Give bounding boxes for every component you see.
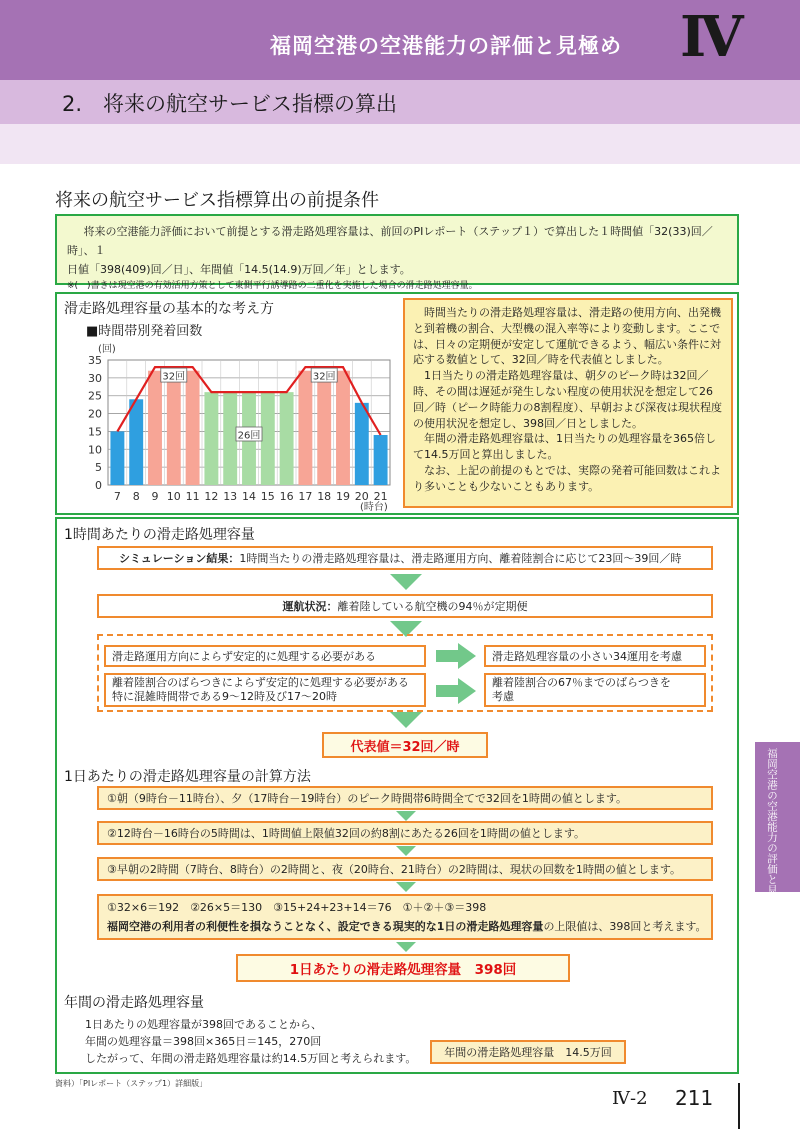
condition-2-left-line1: 離着陸割合のばらつきによらず安定的に処理する必要がある xyxy=(112,676,409,689)
simulation-result-box xyxy=(97,546,713,570)
premise-heading: 将来の航空サービス指標算出の前提条件 xyxy=(55,190,379,211)
condition-1-right: 滑走路処理容量の小さい34運用を考慮 xyxy=(484,645,706,667)
y-tick-label: 15 xyxy=(88,425,102,439)
condition-2-right-line2: 考慮 xyxy=(492,690,514,703)
annual-line-3: したがって、年間の滑走路処理容量は約14.5万回と考えられます。 xyxy=(85,1052,417,1065)
bar-15 xyxy=(261,392,275,485)
bar-11 xyxy=(186,371,200,485)
y-tick-label: 20 xyxy=(88,407,102,421)
annual-heading: 年間の滑走路処理容量 xyxy=(64,995,204,1011)
annual-line-1: 1日あたりの処理容量が398回であることから、 xyxy=(85,1018,322,1031)
daily-calculation: ①32×6＝192 ②26×5＝130 ③15+24+23+14＝76 ①＋②＋③＝398 xyxy=(107,901,487,914)
x-tick-label: 14 xyxy=(242,490,256,503)
annual-line-2: 年間の処理容量＝398回×365日＝145，270回 xyxy=(85,1035,322,1048)
daily-calculation-box xyxy=(97,894,713,940)
bar-7 xyxy=(110,431,124,485)
daily-conclusion-rest: の上限値は、398回と考えます。 xyxy=(543,920,707,933)
x-tick-label: 8 xyxy=(132,490,140,503)
arrow-down-icon xyxy=(390,574,422,590)
bar-21 xyxy=(374,435,388,485)
arrow-right-icon xyxy=(436,643,476,669)
y-axis-unit: (回) xyxy=(98,344,116,355)
premise-box xyxy=(55,214,739,291)
annotation-label: 32回 xyxy=(312,371,336,383)
x-tick-label: 13 xyxy=(223,490,238,503)
daily-heading: 1日あたりの滑走路処理容量の計算方法 xyxy=(64,769,311,785)
hourly-movements-chart xyxy=(60,336,400,516)
bar-18 xyxy=(317,371,331,485)
basic-concept-heading: 滑走路処理容量の基本的な考え方 xyxy=(64,301,274,317)
condition-2-left-line2: 特に混雑時間帯である9～12時及び17～20時 xyxy=(112,690,337,703)
chapter-title: 福岡空港の空港能力の評価と見極め xyxy=(270,34,622,58)
simulation-label: シミュレーション結果： xyxy=(119,552,240,565)
hourly-result-box: 代表値＝32回／時 xyxy=(322,732,488,758)
x-tick-label: 19 xyxy=(336,490,350,503)
arrow-down-icon xyxy=(396,942,416,952)
annual-result-box: 年間の滑走路処理容量 14.5万回 xyxy=(430,1040,626,1064)
bar-19 xyxy=(336,371,350,485)
arrow-down-icon xyxy=(396,882,416,892)
x-tick-label: 12 xyxy=(204,490,219,503)
bar-10 xyxy=(167,371,181,485)
x-tick-label: 9 xyxy=(151,490,159,503)
chapter-numeral: Ⅳ xyxy=(680,4,744,70)
explanation-p3: 年間の滑走路処理容量は、1日当たりの処理容量を365倍して14.5万回と算出しました。 xyxy=(413,432,716,462)
bar-13 xyxy=(223,392,237,485)
chart-heading: ■時間帯別発着回数 xyxy=(86,324,203,339)
annotation-label: 32回 xyxy=(162,371,186,383)
operations-status-box xyxy=(97,594,713,618)
decorative-band xyxy=(0,124,800,164)
bar-17 xyxy=(298,371,312,485)
footer-divider xyxy=(738,1083,740,1129)
explanation-box xyxy=(403,298,733,508)
annotation-label: 26回 xyxy=(237,430,261,442)
x-tick-label: 10 xyxy=(166,490,181,503)
premise-line-2: 日値「398(409)回／日」、年間値「14.5(14.9)万回／年」とします。 xyxy=(67,263,411,276)
explanation-p2: 1日当たりの滑走路処理容量は、朝夕のピーク時は32回／時、その間は遅延が発生しない程度の使用状況を想定して26回／時（ピーク時能力の8割程度）、早朝および深夜は現状程度の使用状況を想定し、398回／日としました。 xyxy=(413,369,723,430)
x-tick-label: 7 xyxy=(113,490,121,503)
side-index-tab xyxy=(755,742,800,916)
daily-conclusion-bold: 福岡空港の利用者の利便性を損なうことなく、設定できる現実的な1日の滑走路処理容量 xyxy=(107,920,544,933)
operations-text: 離着陸している航空機の94％が定期便 xyxy=(337,600,528,613)
condition-1-left: 滑走路運用方向によらず安定的に処理する必要がある xyxy=(104,645,426,667)
x-tick-label: 16 xyxy=(279,490,294,503)
y-tick-label: 0 xyxy=(95,479,102,492)
premise-line-1: 将来の空港能力評価において前提とする滑走路処理容量は、前回のPIレポート（ステップ１）で算出した１時間値「32(33)回／時」、１ xyxy=(67,225,713,257)
daily-step-2: ②12時台－16時台の5時間は、1時間値上限値32回の約8割にあたる26回を1時間の値とします。 xyxy=(97,821,713,845)
x-tick-label: 21 xyxy=(373,490,388,503)
x-tick-label: 11 xyxy=(185,490,200,503)
explanation-p4: なお、上記の前提のもとでは、実際の発着可能回数はこれより多いことも少ないこともあります。 xyxy=(413,463,721,493)
bar-8 xyxy=(129,399,143,485)
premise-note: ※( )書きは現空港の有効活用方策として東側平行誘導路の二重化を実施した場合の滑走路処理容量。 xyxy=(67,281,478,291)
x-tick-label: 17 xyxy=(298,490,313,503)
x-tick-label: 15 xyxy=(260,490,275,503)
y-tick-label: 25 xyxy=(88,389,102,403)
bar-9 xyxy=(148,371,162,485)
page-number: 211 xyxy=(675,1086,714,1110)
section-heading: 2. 将来の航空サービス指標の算出 xyxy=(62,92,398,116)
simulation-text: 1時間当たりの滑走路処理容量は、滑走路運用方向、離着陸割合に応じて23回～39回／時 xyxy=(239,552,682,565)
arrow-down-icon xyxy=(390,712,422,728)
bar-16 xyxy=(280,392,294,485)
arrow-right-icon xyxy=(436,678,476,704)
daily-result-box: 1日あたりの滑走路処理容量 398回 xyxy=(236,954,570,982)
operations-label: 運航状況： xyxy=(282,600,338,613)
explanation-p1: 時間当たりの滑走路処理容量は、滑走路の使用方向、出発機と到着機の割合、大型機の混入率等により変動します。ここでは、日々の定期便が安定して運航できるよう、幅広い条件に対応する数値として、32回／時を代表値としました。 xyxy=(413,306,721,367)
arrow-down-icon xyxy=(396,811,416,821)
daily-conclusion xyxy=(107,917,707,936)
y-tick-label: 35 xyxy=(88,354,102,367)
hourly-heading: 1時間あたりの滑走路処理容量 xyxy=(64,527,255,543)
y-tick-label: 30 xyxy=(88,371,102,385)
section-page-label: Ⅳ-2 xyxy=(612,1088,648,1109)
y-tick-label: 10 xyxy=(88,443,102,457)
bar-12 xyxy=(204,392,218,485)
x-axis-unit: (時台) xyxy=(360,502,388,513)
daily-step-1: ①朝（9時台－11時台）、夕（17時台－19時台）のピーク時間帯6時間全てで32回を1時間の値とします。 xyxy=(97,786,713,810)
y-tick-label: 5 xyxy=(95,461,102,475)
x-tick-label: 18 xyxy=(317,490,332,503)
condition-2-right-line1: 離着陸割合の67％までのばらつきを xyxy=(492,676,671,689)
condition-2-right xyxy=(484,673,706,707)
source-note: 資料）「PIレポート（ステップ1）詳細版」 xyxy=(55,1079,208,1088)
side-index-label: 福岡空港の空港能力の評価と見極め xyxy=(766,748,778,916)
bar-20 xyxy=(355,403,369,485)
x-tick-label: 20 xyxy=(354,490,369,503)
condition-2-left xyxy=(104,673,426,707)
daily-step-3: ③早朝の2時間（7時台、8時台）の2時間と、夜（20時台、21時台）の2時間は、現状の回数を1時間の値とします。 xyxy=(97,857,713,881)
arrow-down-icon xyxy=(396,846,416,856)
